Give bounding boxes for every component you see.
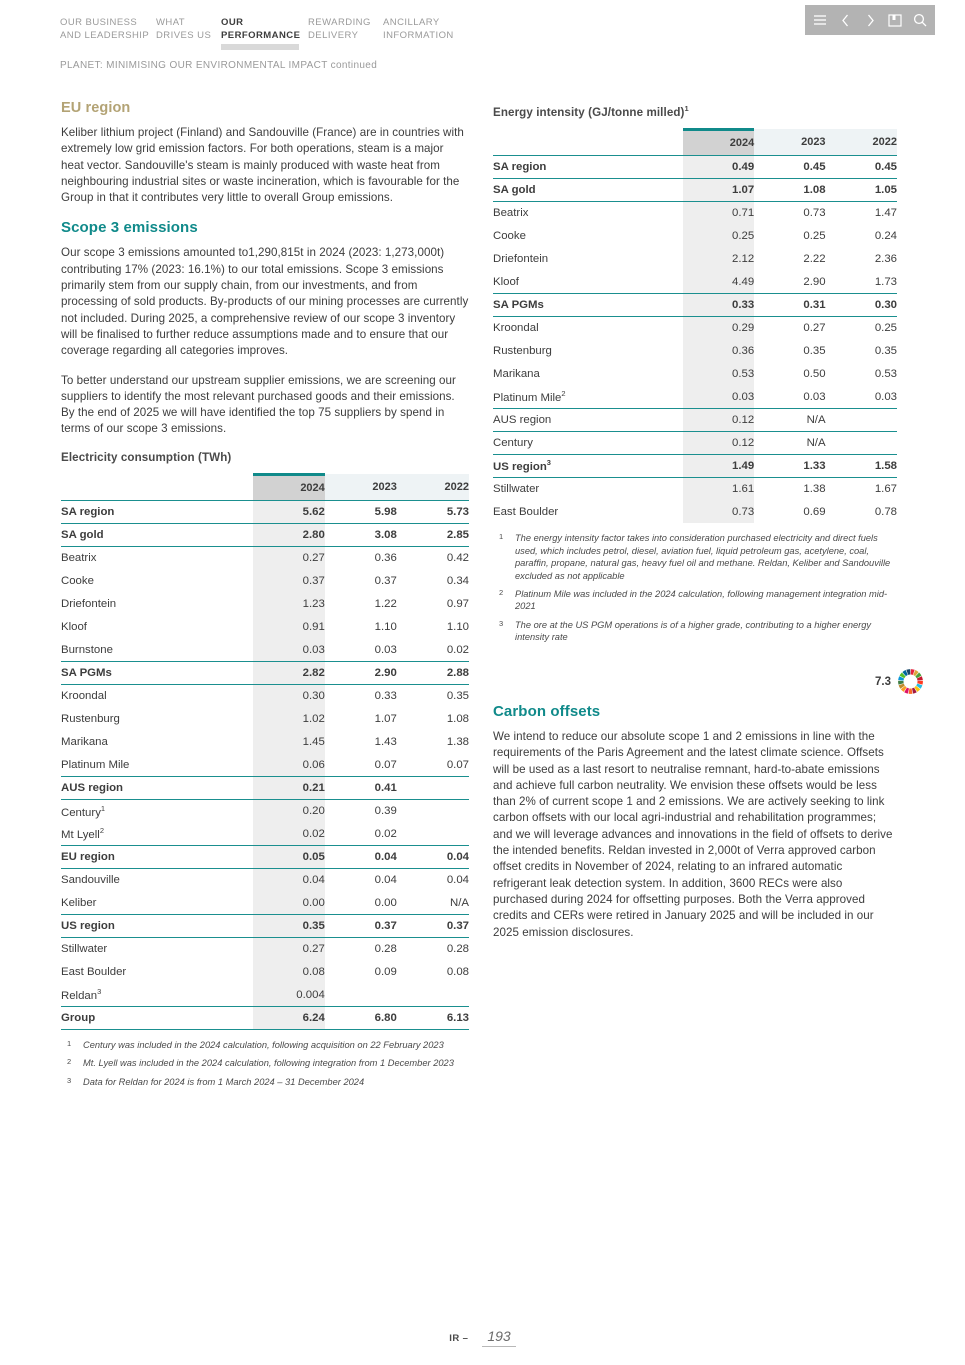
table-row <box>493 408 897 431</box>
sdg-badge <box>875 668 924 695</box>
row-label: Beatrix <box>61 546 253 569</box>
row-label: East Boulder <box>61 965 127 978</box>
cell-2023 <box>325 983 397 1006</box>
row-label: AUS region <box>61 776 253 799</box>
cell-2023: 2.90 <box>803 275 826 288</box>
table-row <box>61 569 469 592</box>
energy-intensity-table <box>493 128 897 524</box>
cell-2023: 2.22 <box>803 252 826 265</box>
row-label: Kroondal <box>493 316 683 339</box>
cell-2022: 0.28 <box>397 937 469 960</box>
cell-2024: 1.61 <box>683 477 754 500</box>
cell-2023: 0.03 <box>374 643 397 656</box>
nav-tab-line1: WHAT <box>156 17 186 28</box>
energy-table-title <box>493 104 897 119</box>
cell-2023: 0.45 <box>754 155 825 178</box>
footnote-marker: 3 <box>546 458 551 468</box>
cell-2022: 0.37 <box>397 914 469 937</box>
cell-2022: 2.36 <box>874 252 897 265</box>
cell-2022 <box>397 776 469 799</box>
row-label: Cooke <box>61 574 94 587</box>
table-row <box>61 1006 469 1029</box>
row-label: Driefontein <box>61 597 117 610</box>
row-label: US region$^3$ <box>493 454 683 477</box>
table-row <box>493 201 897 224</box>
cell-2024: 0.71 <box>683 201 754 224</box>
table-row <box>61 592 469 615</box>
sdg-wheel-icon <box>897 668 924 695</box>
cell-2024: 1.49 <box>683 454 754 477</box>
table-row <box>61 937 469 960</box>
row-label: Reldan$^3$ <box>61 987 102 1002</box>
cell-2022 <box>397 822 469 845</box>
table-row <box>61 868 469 891</box>
column-header-blank <box>61 474 253 500</box>
cell-2022: 1.47 <box>826 201 897 224</box>
cell-2024: 0.00 <box>253 891 325 914</box>
row-label: SA region <box>493 155 683 178</box>
cell-2024: 0.49 <box>683 155 754 178</box>
table-row <box>61 707 469 730</box>
eu-region-heading: EU region <box>61 100 131 116</box>
footnote-marker: 2 <box>67 1057 72 1067</box>
cell-2022 <box>397 983 469 1006</box>
row-label: Rustenburg <box>493 344 552 357</box>
electricity-table-footnotes <box>61 1039 469 1088</box>
row-label: Marikana <box>493 367 540 380</box>
cell-2023: 0.37 <box>374 574 397 587</box>
table-row <box>493 362 897 385</box>
cell-2022: N/A <box>450 896 469 909</box>
cell-2022: 0.02 <box>446 643 469 656</box>
cell-2023: 6.80 <box>325 1006 397 1029</box>
cell-2022: 1.58 <box>826 454 897 477</box>
cell-2024: 1.23 <box>253 592 325 615</box>
cell-2022: 0.04 <box>397 868 469 891</box>
footnote-marker: 1 <box>100 803 106 813</box>
next-page-icon[interactable] <box>862 12 878 28</box>
cell-2024: 0.12 <box>683 431 754 454</box>
row-label: SA PGMs <box>61 661 253 684</box>
cell-2024: 0.36 <box>683 339 754 362</box>
table-header <box>61 474 469 500</box>
footnote-text: Century was included in the 2024 calculation, following acquisition on 22 February 2023 <box>83 1039 444 1050</box>
sdg-target-number: 7.3 <box>875 675 891 688</box>
footer-label: IR – <box>449 1333 469 1344</box>
footnote-marker: 2 <box>99 826 104 836</box>
footnote-marker: 2 <box>561 389 566 399</box>
cell-2022: 1.08 <box>446 712 469 725</box>
footnote-text: The energy intensity factor takes into consideration purchased electricity and direct fuels used, which includes petrol, diesel, aviation fuel, liquid petroleum gas, acetylene, coal, paraffin, propane, natural gas, heavy fuel oil and methane. Reldan, Keliber and Sandouville excluded as not applicable <box>515 533 891 581</box>
footnote-marker: 2 <box>499 587 504 597</box>
nav-tab-line2: DELIVERY <box>308 30 359 41</box>
footnote-text: The ore at the US PGM operations is of a higher grade, contributing to a higher energy intensity rate <box>515 619 872 643</box>
cell-2024: 0.08 <box>253 960 325 983</box>
cell-2022 <box>397 799 469 822</box>
table-row <box>493 155 897 178</box>
table-row <box>493 293 897 316</box>
cell-2024: 0.21 <box>253 776 325 799</box>
section-tabs <box>60 16 473 52</box>
table-header <box>493 129 897 155</box>
footnote-marker: 3 <box>97 987 102 997</box>
row-label: Mt Lyell$^2$ <box>61 826 104 841</box>
top-navigation-bar <box>0 0 965 71</box>
cell-2024: 0.03 <box>253 638 325 661</box>
row-label: SA gold <box>61 523 253 546</box>
cell-2024: 0.37 <box>253 569 325 592</box>
cell-2023: 0.35 <box>803 344 826 357</box>
row-label: EU region <box>61 845 253 868</box>
nav-tab-line1: ANCILLARY <box>383 17 440 28</box>
viewer-toolbar <box>805 5 935 35</box>
electricity-table-title <box>61 451 469 464</box>
cell-2022: 1.67 <box>826 477 897 500</box>
cell-2024: 2.80 <box>253 523 325 546</box>
cell-2024: 0.05 <box>253 845 325 868</box>
eu-region-paragraph: Keliber lithium project (Finland) and Sandouville (France) are in countries with extremely low grid emission factors. For both operations, steam is a major heat vector. Sandouville's steam is mainly produced with waste heat from neighbouring industrial sites or waste incineration, which is favourable for the Group in that it contributes very little to overall Group emissions. <box>61 126 464 205</box>
table-row <box>61 615 469 638</box>
cell-2023: 0.50 <box>803 367 826 380</box>
footnote-marker: 1 <box>499 532 504 542</box>
table-row <box>493 477 897 500</box>
cell-2023: 0.07 <box>374 758 397 771</box>
cell-2022: 0.97 <box>446 597 469 610</box>
cell-2023: 0.27 <box>754 316 825 339</box>
row-label: East Boulder <box>493 505 559 518</box>
electricity-table-title-text: Electricity consumption (TWh) <box>61 450 232 464</box>
cell-2024: 0.73 <box>683 500 754 523</box>
footnote-marker: 1 <box>67 1038 72 1048</box>
cell-2023: 0.41 <box>325 776 397 799</box>
cell-2023: 1.22 <box>374 597 397 610</box>
cell-2023: 3.08 <box>325 523 397 546</box>
cell-2023: 2.90 <box>325 661 397 684</box>
cell-2023: 0.03 <box>803 390 826 403</box>
cell-2024: 0.27 <box>253 546 325 569</box>
row-label: Beatrix <box>493 201 683 224</box>
cell-2022 <box>826 431 897 454</box>
cell-2022: 0.35 <box>397 684 469 707</box>
column-header-2022: 2022 <box>397 474 469 500</box>
nav-tab-line1: OUR BUSINESS <box>60 17 138 28</box>
cell-2022: 0.34 <box>446 574 469 587</box>
row-label: Century <box>493 431 683 454</box>
cell-2023: 0.69 <box>803 505 826 518</box>
cell-2023: 1.08 <box>754 178 825 201</box>
page-footer <box>0 1328 965 1347</box>
cell-2024: 1.02 <box>253 707 325 730</box>
cell-2022: 1.10 <box>446 620 469 633</box>
cell-2022: 2.85 <box>397 523 469 546</box>
nav-tab-line2: AND LEADERSHIP <box>60 30 150 41</box>
row-label: Stillwater <box>493 477 683 500</box>
left-column <box>61 100 469 1094</box>
cell-2024: 0.33 <box>683 293 754 316</box>
table-row <box>493 339 897 362</box>
table-row <box>61 914 469 937</box>
nav-tab-ancillary-information[interactable] <box>383 16 473 52</box>
nav-tab-line2: PERFORMANCE <box>221 30 301 41</box>
cell-2022: 1.73 <box>874 275 897 288</box>
row-label: Century$^1$ <box>61 799 253 822</box>
cell-2023: 0.04 <box>325 868 397 891</box>
cell-2023: 0.00 <box>374 896 397 909</box>
footnote-marker: 3 <box>67 1075 72 1085</box>
cell-2022: 0.03 <box>874 390 897 403</box>
cell-2023: 1.07 <box>374 712 397 725</box>
search-icon[interactable] <box>912 12 928 28</box>
nav-tab-line2: DRIVES US <box>156 30 212 41</box>
cell-2024: 0.03 <box>683 385 754 408</box>
row-label: Driefontein <box>493 252 549 265</box>
row-label: Platinum Mile <box>61 758 130 771</box>
nav-tab-our-performance[interactable] <box>221 16 308 52</box>
row-label: Kloof <box>493 275 519 288</box>
footnote-item <box>493 532 897 582</box>
scope-3-emissions-heading: Scope 3 emissions <box>61 219 198 237</box>
scope-3-paragraph-1: Our scope 3 emissions amounted to1,290,815t in 2024 (2023: 1,273,000t) contributing 17% (2023: 16.1%) to our total emissions. Scope 3 emissions primarily stem from our supply chain, from our investments, and from processing of sold products. By-products of our mining processes are currently not included. During 2025, a comprehensive review of our scope 3 inventory will be finalised to further reduce assumptions made and to ensure that our coverage regarding all categories improves. <box>61 246 469 358</box>
row-label: Sandouville <box>61 868 253 891</box>
cell-2023: 0.02 <box>374 827 397 840</box>
cell-2022: 0.24 <box>874 229 897 242</box>
cell-2023: 1.10 <box>374 620 397 633</box>
cell-2023: 0.25 <box>803 229 826 242</box>
running-head: PLANET: MINIMISING OUR ENVIRONMENTAL IMPACT continued <box>60 60 378 71</box>
cell-2023: 0.37 <box>325 914 397 937</box>
page-number: 193 <box>482 1328 515 1347</box>
table-row <box>493 224 897 247</box>
table-row <box>61 983 469 1006</box>
cell-2023: 0.33 <box>325 684 397 707</box>
table-row <box>61 799 469 822</box>
cell-2024: 0.30 <box>253 684 325 707</box>
cell-2023: 0.28 <box>325 937 397 960</box>
cell-2024: 1.45 <box>253 730 325 753</box>
table-row <box>493 385 897 408</box>
footnote-item <box>61 1076 469 1088</box>
cell-2023: N/A <box>754 431 825 454</box>
cell-2023: 0.09 <box>374 965 397 978</box>
row-label: SA region <box>61 500 253 523</box>
table-body <box>493 155 897 523</box>
cell-2022: 0.04 <box>397 845 469 868</box>
cell-2022: 0.25 <box>826 316 897 339</box>
table-row <box>493 454 897 477</box>
energy-table-footnotes <box>493 532 897 643</box>
cell-2023: 1.38 <box>754 477 825 500</box>
nav-tab-rewarding-delivery[interactable] <box>308 16 383 52</box>
table-row <box>61 730 469 753</box>
table-row <box>493 431 897 454</box>
cell-2022: 5.73 <box>397 500 469 523</box>
nav-tab-what-drives-us[interactable] <box>156 16 221 52</box>
row-label: US region <box>61 914 253 937</box>
cell-2024: 0.53 <box>683 362 754 385</box>
footnote-text: Platinum Mile was included in the 2024 calculation, following management integration mid-2021 <box>515 588 888 612</box>
row-label: AUS region <box>493 408 683 431</box>
table-row <box>61 776 469 799</box>
nav-tab-line1: OUR <box>221 17 244 28</box>
scope-3-paragraph-2: To better understand our upstream supplier emissions, we are screening our suppliers to identify the most relevant purchased goods and their emissions. By the end of 2025 we will have identified the top 75 suppliers by spend in terms of our scope 3 emissions. <box>61 373 456 436</box>
nav-tab-our-business-and-leadership[interactable] <box>60 16 156 52</box>
table-body <box>61 500 469 1029</box>
cell-2022: 0.07 <box>446 758 469 771</box>
footnote-item <box>61 1039 469 1051</box>
table-row <box>61 661 469 684</box>
cell-2024: 0.27 <box>253 937 325 960</box>
table-row <box>493 316 897 339</box>
cell-2022: 0.08 <box>446 965 469 978</box>
cell-2023: 5.98 <box>325 500 397 523</box>
nav-tab-line1: REWARDING <box>308 17 371 28</box>
cell-2023: N/A <box>754 408 825 431</box>
row-label: Kroondal <box>61 684 253 707</box>
cell-2024: 4.49 <box>683 270 754 293</box>
cell-2022: 1.05 <box>826 178 897 201</box>
cell-2024: 0.12 <box>683 408 754 431</box>
row-label: Cooke <box>493 229 526 242</box>
cell-2023: 1.33 <box>754 454 825 477</box>
column-header-2022: 2022 <box>826 129 897 155</box>
column-header-2024: 2024 <box>253 474 325 500</box>
cell-2024: 0.20 <box>253 799 325 822</box>
table-row <box>61 845 469 868</box>
column-header-blank <box>493 129 683 155</box>
row-label: Rustenburg <box>61 712 120 725</box>
table-row <box>61 960 469 983</box>
cell-2022: 0.78 <box>874 505 897 518</box>
cell-2023: 0.39 <box>325 799 397 822</box>
row-label: SA PGMs <box>493 293 683 316</box>
row-label: Stillwater <box>61 937 253 960</box>
right-column <box>493 100 897 650</box>
table-row <box>61 822 469 845</box>
carbon-offsets-heading: Carbon offsets <box>493 703 601 720</box>
cell-2022: 1.38 <box>446 735 469 748</box>
active-tab-underline <box>221 44 299 50</box>
cell-2024: 2.12 <box>683 247 754 270</box>
energy-table-title-footnote-marker: 1 <box>684 104 689 113</box>
cell-2022: 0.30 <box>826 293 897 316</box>
cell-2022: 0.35 <box>874 344 897 357</box>
cell-2024: 2.82 <box>253 661 325 684</box>
row-label: Kloof <box>61 620 87 633</box>
row-label: Burnstone <box>61 643 113 656</box>
cell-2023: 0.36 <box>325 546 397 569</box>
cell-2023: 1.43 <box>374 735 397 748</box>
carbon-offsets-paragraph: We intend to reduce our absolute scope 1 and 2 emissions in line with the requirements of the Paris Agreement and the latest climate science. Offsets will be used as a last resort to neutralise remnant, hard-to-abate emissions and achieve full carbon neutrality. We envision these offsets would be less than 2% of current scope 1 and 2 emissions. We are actively seeking to link carbon offsets with our local agri-industrial and rehabilitation programmes; and we will leverage advances and innovations in the field of offsets to derive the intended benefits. Reldan invested in 2,000t of Verra approved carbon offset credits in November of 2024, relating to an infrared automatic refrigerant leak detection system. In addition, 3600 RECs were also purchased during 2024 for offsetting purposes. Both the Verra approved credits and CERs were retired in January 2025 and will be included in our 2025 emission disclosures. <box>493 730 893 939</box>
cell-2024: 1.07 <box>683 178 754 201</box>
cell-2024: 6.24 <box>253 1006 325 1029</box>
column-header-2023: 2023 <box>325 474 397 500</box>
cell-2024: 0.25 <box>683 224 754 247</box>
footnote-text: Data for Reldan for 2024 is from 1 March 2024 – 31 December 2024 <box>83 1076 365 1087</box>
cell-2022: 0.45 <box>826 155 897 178</box>
row-label: SA gold <box>493 178 683 201</box>
table-row <box>493 178 897 201</box>
footnote-marker: 3 <box>499 618 504 628</box>
row-label: Group <box>61 1006 253 1029</box>
table-row <box>61 684 469 707</box>
table-row <box>493 500 897 523</box>
row-label: Keliber <box>61 896 97 909</box>
table-row <box>493 270 897 293</box>
table-row <box>61 891 469 914</box>
cell-2024: 0.02 <box>253 822 325 845</box>
menu-icon[interactable] <box>812 12 828 28</box>
bookmark-icon[interactable] <box>887 12 903 28</box>
table-row <box>61 546 469 569</box>
footnote-item <box>493 588 897 613</box>
energy-table-title-text: Energy intensity (GJ/tonne milled) <box>493 105 685 119</box>
table-row <box>61 753 469 776</box>
column-header-2023: 2023 <box>754 129 825 155</box>
row-label: Platinum Mile$^2$ <box>493 389 566 404</box>
cell-2024: 5.62 <box>253 500 325 523</box>
table-row <box>61 638 469 661</box>
cell-2024: 0.29 <box>683 316 754 339</box>
table-row <box>61 523 469 546</box>
nav-tab-line2: INFORMATION <box>383 30 454 41</box>
cell-2022: 0.42 <box>397 546 469 569</box>
column-header-2024: 2024 <box>683 129 754 155</box>
cell-2024: 0.91 <box>253 615 325 638</box>
table-row <box>493 247 897 270</box>
footnote-text: Mt. Lyell was included in the 2024 calculation, following integration from 1 December 2023 <box>83 1058 454 1069</box>
footnote-item <box>61 1057 469 1069</box>
cell-2022 <box>826 408 897 431</box>
cell-2022: 6.13 <box>397 1006 469 1029</box>
table-row <box>61 500 469 523</box>
footnote-item <box>493 619 897 644</box>
cell-2024: 0.35 <box>253 914 325 937</box>
cell-2024: 0.04 <box>253 868 325 891</box>
cell-2022: 2.88 <box>397 661 469 684</box>
cell-2024: 0.06 <box>253 753 325 776</box>
cell-2023: 0.73 <box>754 201 825 224</box>
cell-2024: 0.004 <box>253 983 325 1006</box>
electricity-consumption-table <box>61 473 469 1030</box>
cell-2022: 0.53 <box>874 367 897 380</box>
carbon-offsets-section <box>493 703 897 954</box>
row-label: Marikana <box>61 735 108 748</box>
cell-2023: 0.04 <box>325 845 397 868</box>
previous-page-icon[interactable] <box>837 12 853 28</box>
cell-2023: 0.31 <box>754 293 825 316</box>
